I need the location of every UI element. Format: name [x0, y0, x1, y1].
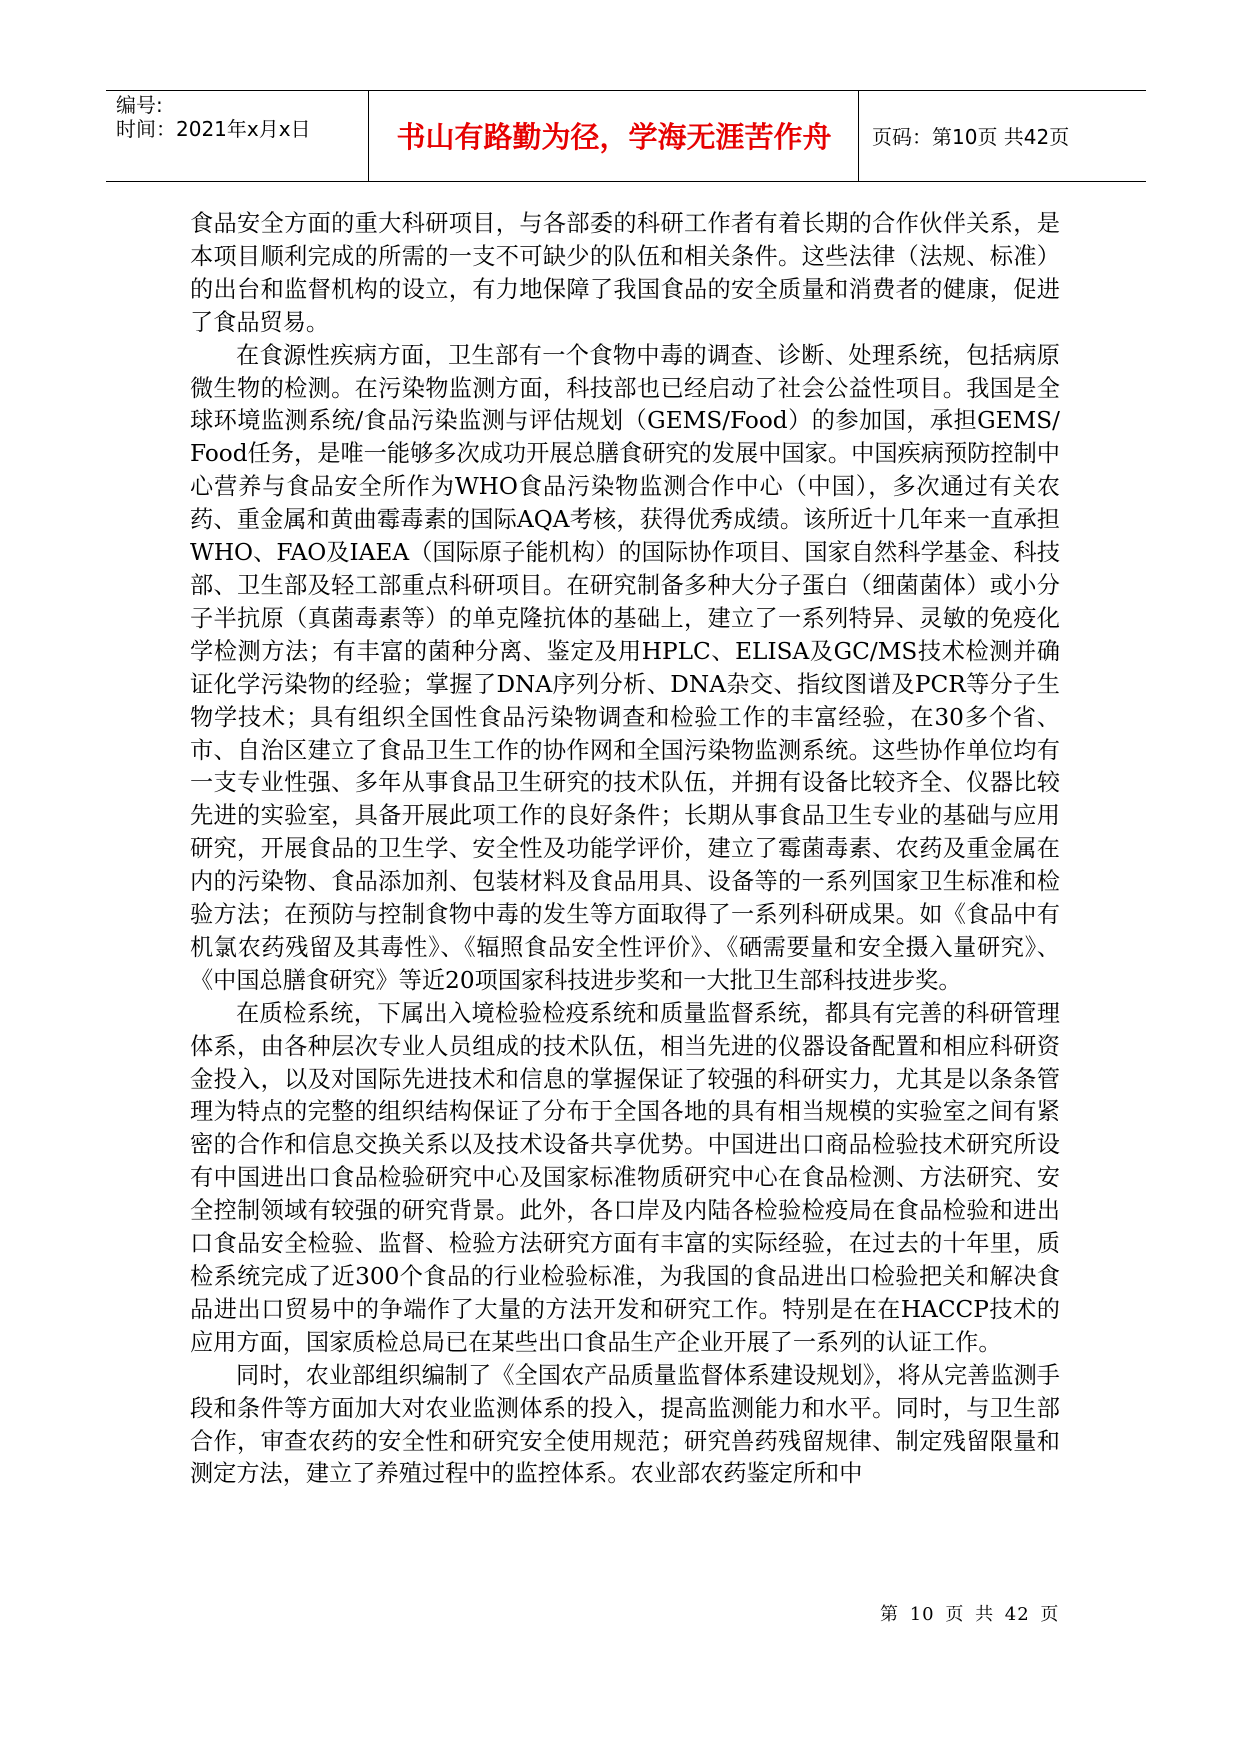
document-time-label: 时间：2021年x月x日 [116, 117, 311, 141]
header-motto: 书山有路勤为径，学海无涯苦作舟 [396, 120, 832, 154]
page-footer: 第 10 页 共 42 页 [880, 1604, 1060, 1625]
header-divider [858, 91, 859, 181]
header-divider [368, 91, 369, 181]
body-paragraph: 食品安全方面的重大科研项目，与各部委的科研工作者有着长期的合作伙伴关系，是本项目顺利完成的所需的一支不可缺少的队伍和相关条件。这些法律（法规、标准）的出台和监督机构的设立，有力地保障了我国食品的安全质量和消费者的健康，促进了食品贸易。 [190, 210, 1060, 336]
header-page-number: 页码：第10页 共42页 [872, 125, 1070, 149]
body-paragraph: 同时，农业部组织编制了《全国农产品质量监督体系建设规划》，将从完善监测手段和条件等方面加大对农业监测体系的投入，提高监测能力和水平。同时，与卫生部合作，审查农药的安全性和研究安全使用规范；研究兽药残留规律、制定残留限量和测定方法，建立了养殖过程中的监控体系。农业部农药鉴定所和中 [190, 1361, 1060, 1488]
header-meta [116, 93, 366, 141]
page-header [106, 90, 1146, 182]
body-paragraph: 在质检系统，下属出入境检验检疫系统和质量监督系统，都具有完善的科研管理体系，由各种层次专业人员组成的技术队伍，相当先进的仪器设备配置和相应科研资金投入，以及对国际先进技术和信息的掌握保证了较强的科研实力，尤其是以条条管理为特点的完整的组织结构保证了分布于全国各地的具有相当规模的实验室之间有紧密的合作和信息交换关系以及技术设备共享优势。中国进出口商品检验技术研究所设有中国进出口食品检验研究中心及国家标准物质研究中心在食品检测、方法研究、安全控制领域有较强的研究背景。此外，各口岸及内陆各检验检疫局在食品检验和进出口食品安全检验、监督、检验方法研究方面有丰富的实际经验，在过去的十年里，质检系统完成了近300个食品的行业检验标准，为我国的食品进出口检验把关和解决食品进出口贸易中的争端作了大量的方法开发和研究工作。特别是在在HACCP技术的应用方面，国家质检总局已在某些出口食品生产企业开展了一系列的认证工作。 [190, 999, 1060, 1356]
body-paragraph: 在食源性疾病方面，卫生部有一个食物中毒的调查、诊断、处理系统，包括病原微生物的检测。在污染物监测方面，科技部也已经启动了社会公益性项目。我国是全球环境监测系统/食品污染监测与评估规划（GEMS/Food）的参加国，承担GEMS/Food任务，是唯一能够多次成功开展总膳食研究的发展中国家。中国疾病预防控制中心营养与食品安全所作为WHO食品污染物监测合作中心（中国），多次通过有关农药、重金属和黄曲霉毒素的国际AQA考核，获得优秀成绩。该所近十几年来一直承担WHO、FAO及IAEA（国际原子能机构）的国际协作项目、国家自然科学基金、科技部、卫生部及轻工部重点科研项目。在研究制备多种大分子蛋白（细菌菌体）或小分子半抗原（真菌毒素等）的单克隆抗体的基础上，建立了一系列特异、灵敏的免疫化学检测方法；有丰富的菌种分离、鉴定及用HPLC、ELISA及GC/MS技术检测并确证化学污染物的经验；掌握了DNA序列分析、DNA杂交、指纹图谱及PCR等分子生物学技术；具有组织全国性食品污染物调查和检验工作的丰富经验，在30多个省、市、自治区建立了食品卫生工作的协作网和全国污染物监测系统。这些协作单位均有一支专业性强、多年从事食品卫生研究的技术队伍，并拥有设备比较齐全、仪器比较先进的实验室，具备开展此项工作的良好条件；长期从事食品卫生专业的基础与应用研究，开展食品的卫生学、安全性及功能学评价，建立了霉菌毒素、农药及重金属在内的污染物、食品添加剂、包装材料及食品用具、设备等的一系列国家卫生标准和检验方法；在预防与控制食物中毒的发生等方面取得了一系列科研成果。如《食品中有机氯农药残留及其毒性》、《辐照食品安全性评价》、《硒需要量和安全摄入量研究》、《中国总膳食研究》等近20项国家科技进步奖和一大批卫生部科技进步奖。 [190, 341, 1060, 994]
document-body [190, 208, 1060, 1491]
document-number-label: 编号: [116, 93, 163, 117]
